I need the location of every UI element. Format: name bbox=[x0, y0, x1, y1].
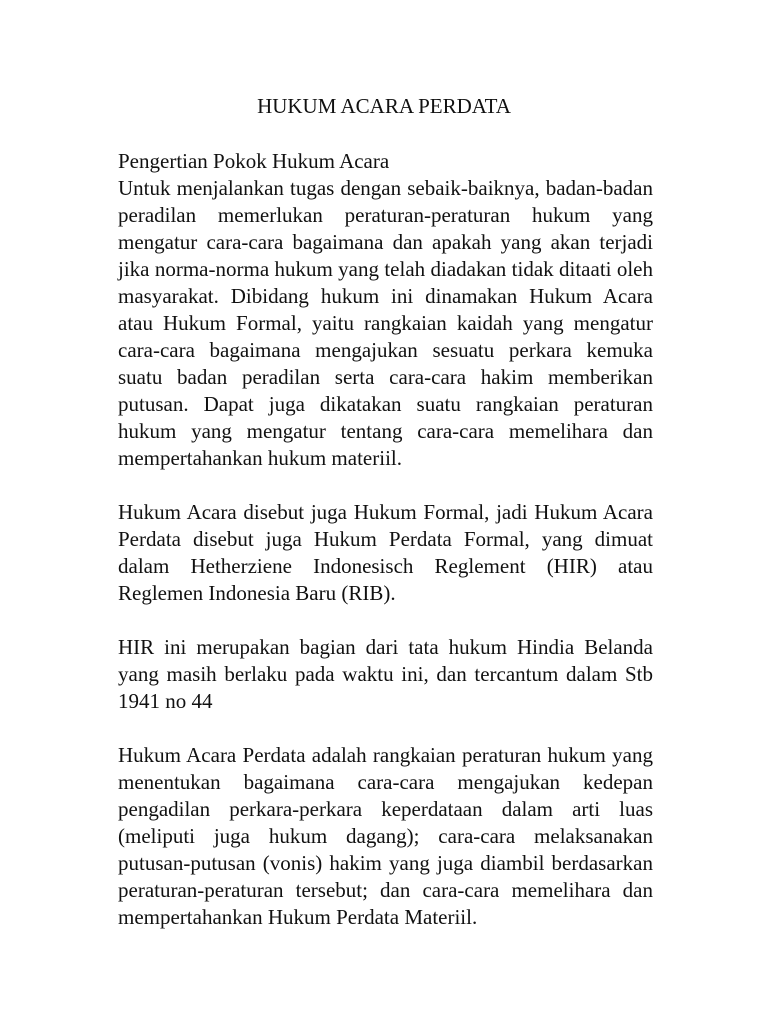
paragraph-definition: Untuk menjalankan tugas dengan sebaik-baiknya, badan-badan peradilan memerlukan peraturan-peraturan hukum yang mengatur cara-cara bagaimana dan apakah yang akan terjadi jika norma-norma hukum yang telah diadakan tidak ditaati oleh masyarakat. Dibidang hukum ini dinamakan Hukum Acara atau Hukum Formal, yaitu rangkaian kaidah yang mengatur cara-cara bagaimana mengajukan sesuatu perkara kemuka suatu badan peradilan serta cara-cara hakim memberikan putusan. Dapat juga dikatakan suatu rangkaian peraturan hukum yang mengatur tentang cara-cara memelihara dan mempertahankan hukum materiil. bbox=[118, 176, 653, 470]
paragraph-hir: HIR ini merupakan bagian dari tata hukum Hindia Belanda yang masih berlaku pada waktu ini, dan tercantum dalam Stb 1941 no 44 bbox=[118, 635, 653, 713]
section-heading: Pengertian Pokok Hukum Acara bbox=[118, 149, 390, 173]
document-body bbox=[118, 148, 653, 931]
paragraph-civil-procedure: Hukum Acara Perdata adalah rangkaian peraturan hukum yang menentukan bagaimana cara-cara mengajukan kedepan pengadilan perkara-perkara keperdataan dalam arti luas (meliputi juga hukum dagang); cara-cara melaksanakan putusan-putusan (vonis) hakim yang juga diambil berdasarkan peraturan-peraturan tersebut; dan cara-cara memelihara dan mempertahankan Hukum Perdata Materiil. bbox=[118, 743, 653, 929]
document-title: HUKUM ACARA PERDATA bbox=[257, 94, 511, 118]
paragraph-formal-law: Hukum Acara disebut juga Hukum Formal, jadi Hukum Acara Perdata disebut juga Hukum Perdata Formal, yang dimuat dalam Hetherziene Indonesisch Reglement (HIR) atau Reglemen Indonesia Baru (RIB). bbox=[118, 500, 653, 605]
